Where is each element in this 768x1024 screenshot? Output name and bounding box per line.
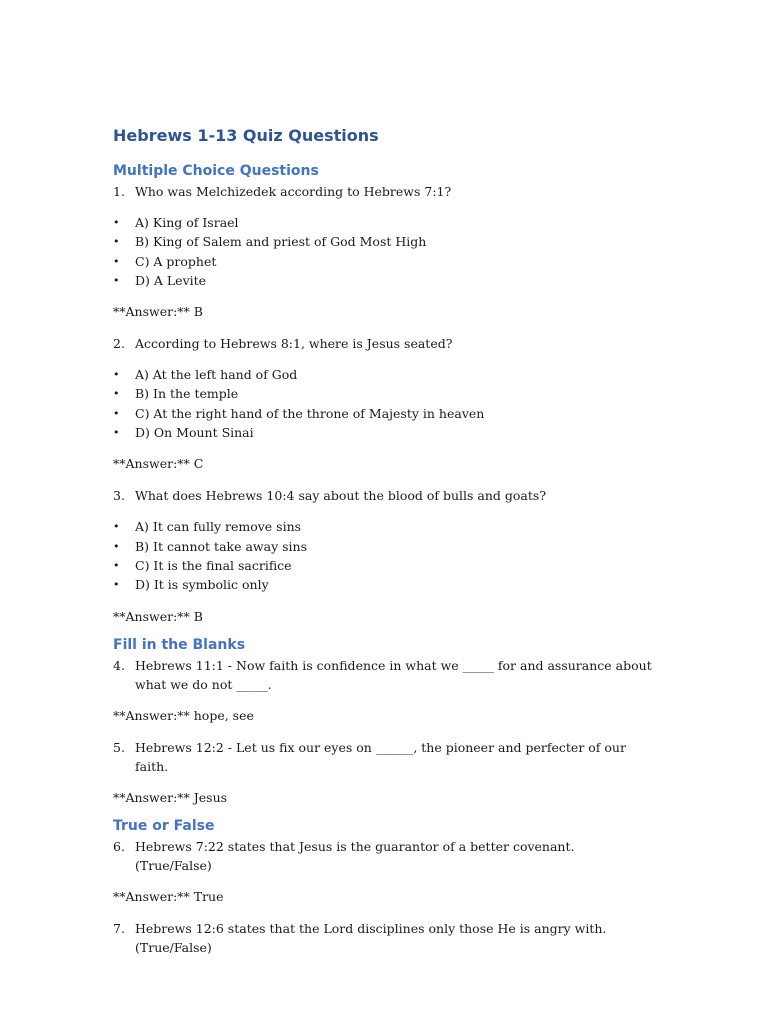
- question-text: Hebrews 12:6 states that the Lord disciplines only those He is angry with. (True/False): [135, 920, 607, 955]
- option-item: [113, 213, 653, 232]
- section-heading-multiple-choice: Multiple Choice Questions: [113, 163, 319, 179]
- bullet-icon: •: [113, 539, 120, 553]
- bullet-icon: •: [113, 520, 120, 534]
- answer-6: **Answer:** True: [113, 888, 224, 904]
- option-item: [113, 384, 653, 403]
- bullet-icon: •: [113, 216, 120, 229]
- bullet-icon: •: [113, 368, 120, 382]
- options-list-3: [113, 517, 653, 594]
- question-number: 3.: [113, 488, 125, 504]
- option-item: [113, 556, 653, 575]
- option-item: [113, 423, 653, 442]
- question-number: 6.: [113, 838, 125, 854]
- option-text: C) A prophet: [135, 253, 217, 269]
- question-6: [113, 837, 653, 875]
- answer-2: **Answer:** C: [113, 456, 204, 472]
- question-2: [113, 334, 653, 353]
- question-number: 7.: [113, 920, 125, 936]
- option-text: A) It can fully remove sins: [135, 519, 302, 535]
- option-item: [113, 575, 653, 594]
- options-list-2: [113, 365, 653, 442]
- section-heading-true-false: True or False: [113, 817, 215, 834]
- option-text: C) At the right hand of the throne of Majesty in heaven: [135, 405, 485, 421]
- option-text: D) A Levite: [135, 272, 207, 288]
- bullet-icon: •: [113, 254, 120, 268]
- question-4: [113, 656, 653, 694]
- option-item: [113, 404, 653, 423]
- question-number: 1.: [113, 184, 125, 199]
- option-item: [113, 232, 653, 251]
- option-item: [113, 252, 653, 271]
- option-item: [113, 537, 653, 556]
- options-list-1: [113, 213, 653, 290]
- bullet-icon: •: [113, 273, 120, 287]
- option-item: [113, 271, 653, 290]
- option-text: B) In the temple: [135, 386, 239, 402]
- bullet-icon: •: [113, 235, 120, 249]
- document-content: [113, 122, 653, 957]
- bullet-icon: •: [113, 387, 120, 401]
- answer-4: **Answer:** hope, see: [113, 707, 254, 723]
- bullet-icon: •: [113, 578, 120, 592]
- option-text: A) At the left hand of God: [135, 367, 298, 383]
- question-text: Hebrews 7:22 states that Jesus is the guarantor of a better covenant. (True/False): [135, 838, 575, 873]
- question-number: 5.: [113, 739, 125, 755]
- question-5: [113, 738, 653, 776]
- question-number: 2.: [113, 336, 125, 352]
- option-text: C) It is the final sacrifice: [135, 557, 292, 573]
- option-item: [113, 365, 653, 384]
- question-text: Hebrews 12:2 - Let us fix our eyes on ______, the pioneer and perfecter of our faith.: [135, 739, 626, 774]
- answer-1: **Answer:** B: [113, 304, 203, 320]
- question-1: [113, 182, 653, 201]
- question-7: [113, 919, 653, 957]
- option-text: D) It is symbolic only: [135, 577, 269, 593]
- question-text: Who was Melchizedek according to Hebrews 7:1?: [135, 184, 452, 199]
- answer-3: **Answer:** B: [113, 608, 203, 624]
- question-text: What does Hebrews 10:4 say about the blood of bulls and goats?: [135, 488, 547, 504]
- question-number: 4.: [113, 657, 125, 673]
- bullet-icon: •: [113, 406, 120, 420]
- question-text: Hebrews 11:1 - Now faith is confidence in what we _____ for and assurance about what we do not _____.: [135, 657, 652, 692]
- question-3: [113, 486, 653, 505]
- option-text: D) On Mount Sinai: [135, 425, 254, 441]
- bullet-icon: •: [113, 558, 120, 572]
- question-text: According to Hebrews 8:1, where is Jesus seated?: [135, 336, 453, 352]
- bullet-icon: •: [113, 426, 120, 440]
- option-text: B) King of Salem and priest of God Most High: [135, 234, 427, 250]
- answer-5: **Answer:** Jesus: [113, 789, 228, 805]
- option-item: [113, 517, 653, 536]
- section-heading-fill-in-blanks: Fill in the Blanks: [113, 636, 246, 653]
- option-text: B) It cannot take away sins: [135, 538, 307, 554]
- document-title: Hebrews 1-13 Quiz Questions: [113, 126, 379, 145]
- option-text: A) King of Israel: [135, 215, 239, 230]
